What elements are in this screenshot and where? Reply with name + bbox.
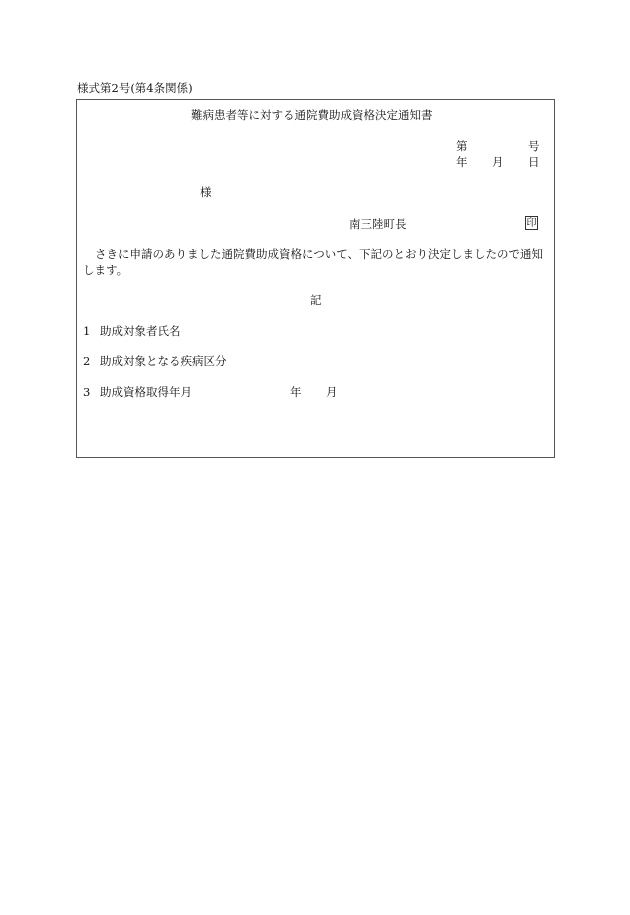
- acq-month-label: 月: [326, 385, 338, 399]
- acq-year-label: 年: [290, 385, 302, 399]
- addressee-honorific: 様: [200, 185, 212, 199]
- date-month-label: 月: [492, 155, 504, 169]
- seal-mark: 印: [526, 218, 537, 229]
- form-number-label: 様式第2号(第4条関係): [77, 81, 193, 95]
- date-year-label: 年: [456, 155, 468, 169]
- date-day-label: 日: [528, 155, 540, 169]
- ki-heading: 記: [310, 293, 322, 307]
- body-text-line-2: します。: [83, 263, 129, 277]
- item-number: 3: [83, 385, 91, 399]
- issuer-name: 南三陸町長: [349, 217, 407, 231]
- body-text-line-1: さきに申請のありました通院費助成資格について、下記のとおり決定しましたので通知: [95, 247, 544, 261]
- number-prefix: 第: [456, 139, 468, 153]
- document-title: 難病患者等に対する通院費助成資格決定通知書: [191, 108, 433, 122]
- item-number: 2: [83, 354, 91, 368]
- item-label-disease-category: 助成対象となる疾病区分: [100, 354, 227, 368]
- item-label-recipient-name: 助成対象者氏名: [100, 324, 181, 338]
- item-number: 1: [83, 324, 91, 338]
- number-suffix: 号: [528, 139, 540, 153]
- item-label-acquisition-date: 助成資格取得年月: [100, 385, 192, 399]
- notice-frame: [76, 99, 555, 458]
